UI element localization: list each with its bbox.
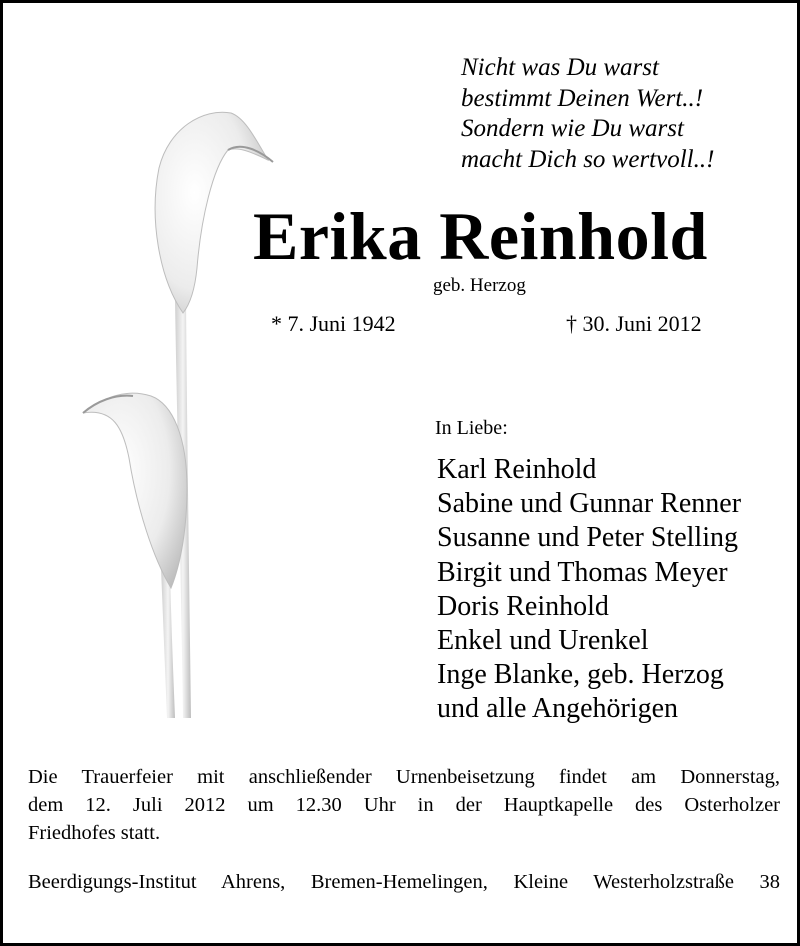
funeral-notice bbox=[28, 763, 780, 847]
mourner-item: Sabine und Gunnar Renner bbox=[437, 488, 742, 520]
mourner-item: Doris Reinhold bbox=[437, 590, 609, 622]
mourner-item: Karl Reinhold bbox=[437, 454, 597, 485]
birth-date: * 7. Juni 1942 bbox=[271, 311, 396, 336]
mourner-item: Susanne und Peter Stelling bbox=[437, 522, 738, 554]
notice-line: Friedhofes statt. bbox=[28, 822, 161, 844]
mourner-item: und alle Angehörigen bbox=[437, 693, 679, 725]
mourner-item: Inge Blanke, geb. Herzog bbox=[437, 659, 724, 691]
calla-lily-icon bbox=[63, 98, 283, 728]
funeral-home: Beerdigungs-Institut Ahrens, Bremen-Hemelingen, Kleine Westerholzstraße 38 bbox=[28, 871, 780, 893]
mourner-item: Enkel und Urenkel bbox=[437, 625, 649, 657]
deceased-name: Erika Reinhold bbox=[253, 198, 708, 274]
notice-line: Die Trauerfeier mit anschließender Urnenbeisetzung findet am Donnerstag, bbox=[28, 766, 780, 788]
in-love-label: In Liebe: bbox=[435, 417, 508, 439]
poem-line: Nicht was Du warst bbox=[461, 54, 659, 81]
poem-line: Sondern wie Du warst bbox=[461, 115, 684, 142]
mourners-list bbox=[437, 453, 741, 727]
poem-line: bestimmt Deinen Wert..! bbox=[461, 84, 704, 112]
maiden-name: geb. Herzog bbox=[433, 275, 526, 296]
mourner-item: Birgit und Thomas Meyer bbox=[437, 556, 728, 588]
poem-line: macht Dich so wertvoll..! bbox=[461, 145, 715, 173]
memorial-poem bbox=[461, 53, 714, 175]
notice-line: dem 12. Juli 2012 um 12.30 Uhr in der Hauptkapelle des Osterholzer bbox=[28, 794, 780, 816]
death-date: † 30. Juni 2012 bbox=[566, 311, 702, 336]
